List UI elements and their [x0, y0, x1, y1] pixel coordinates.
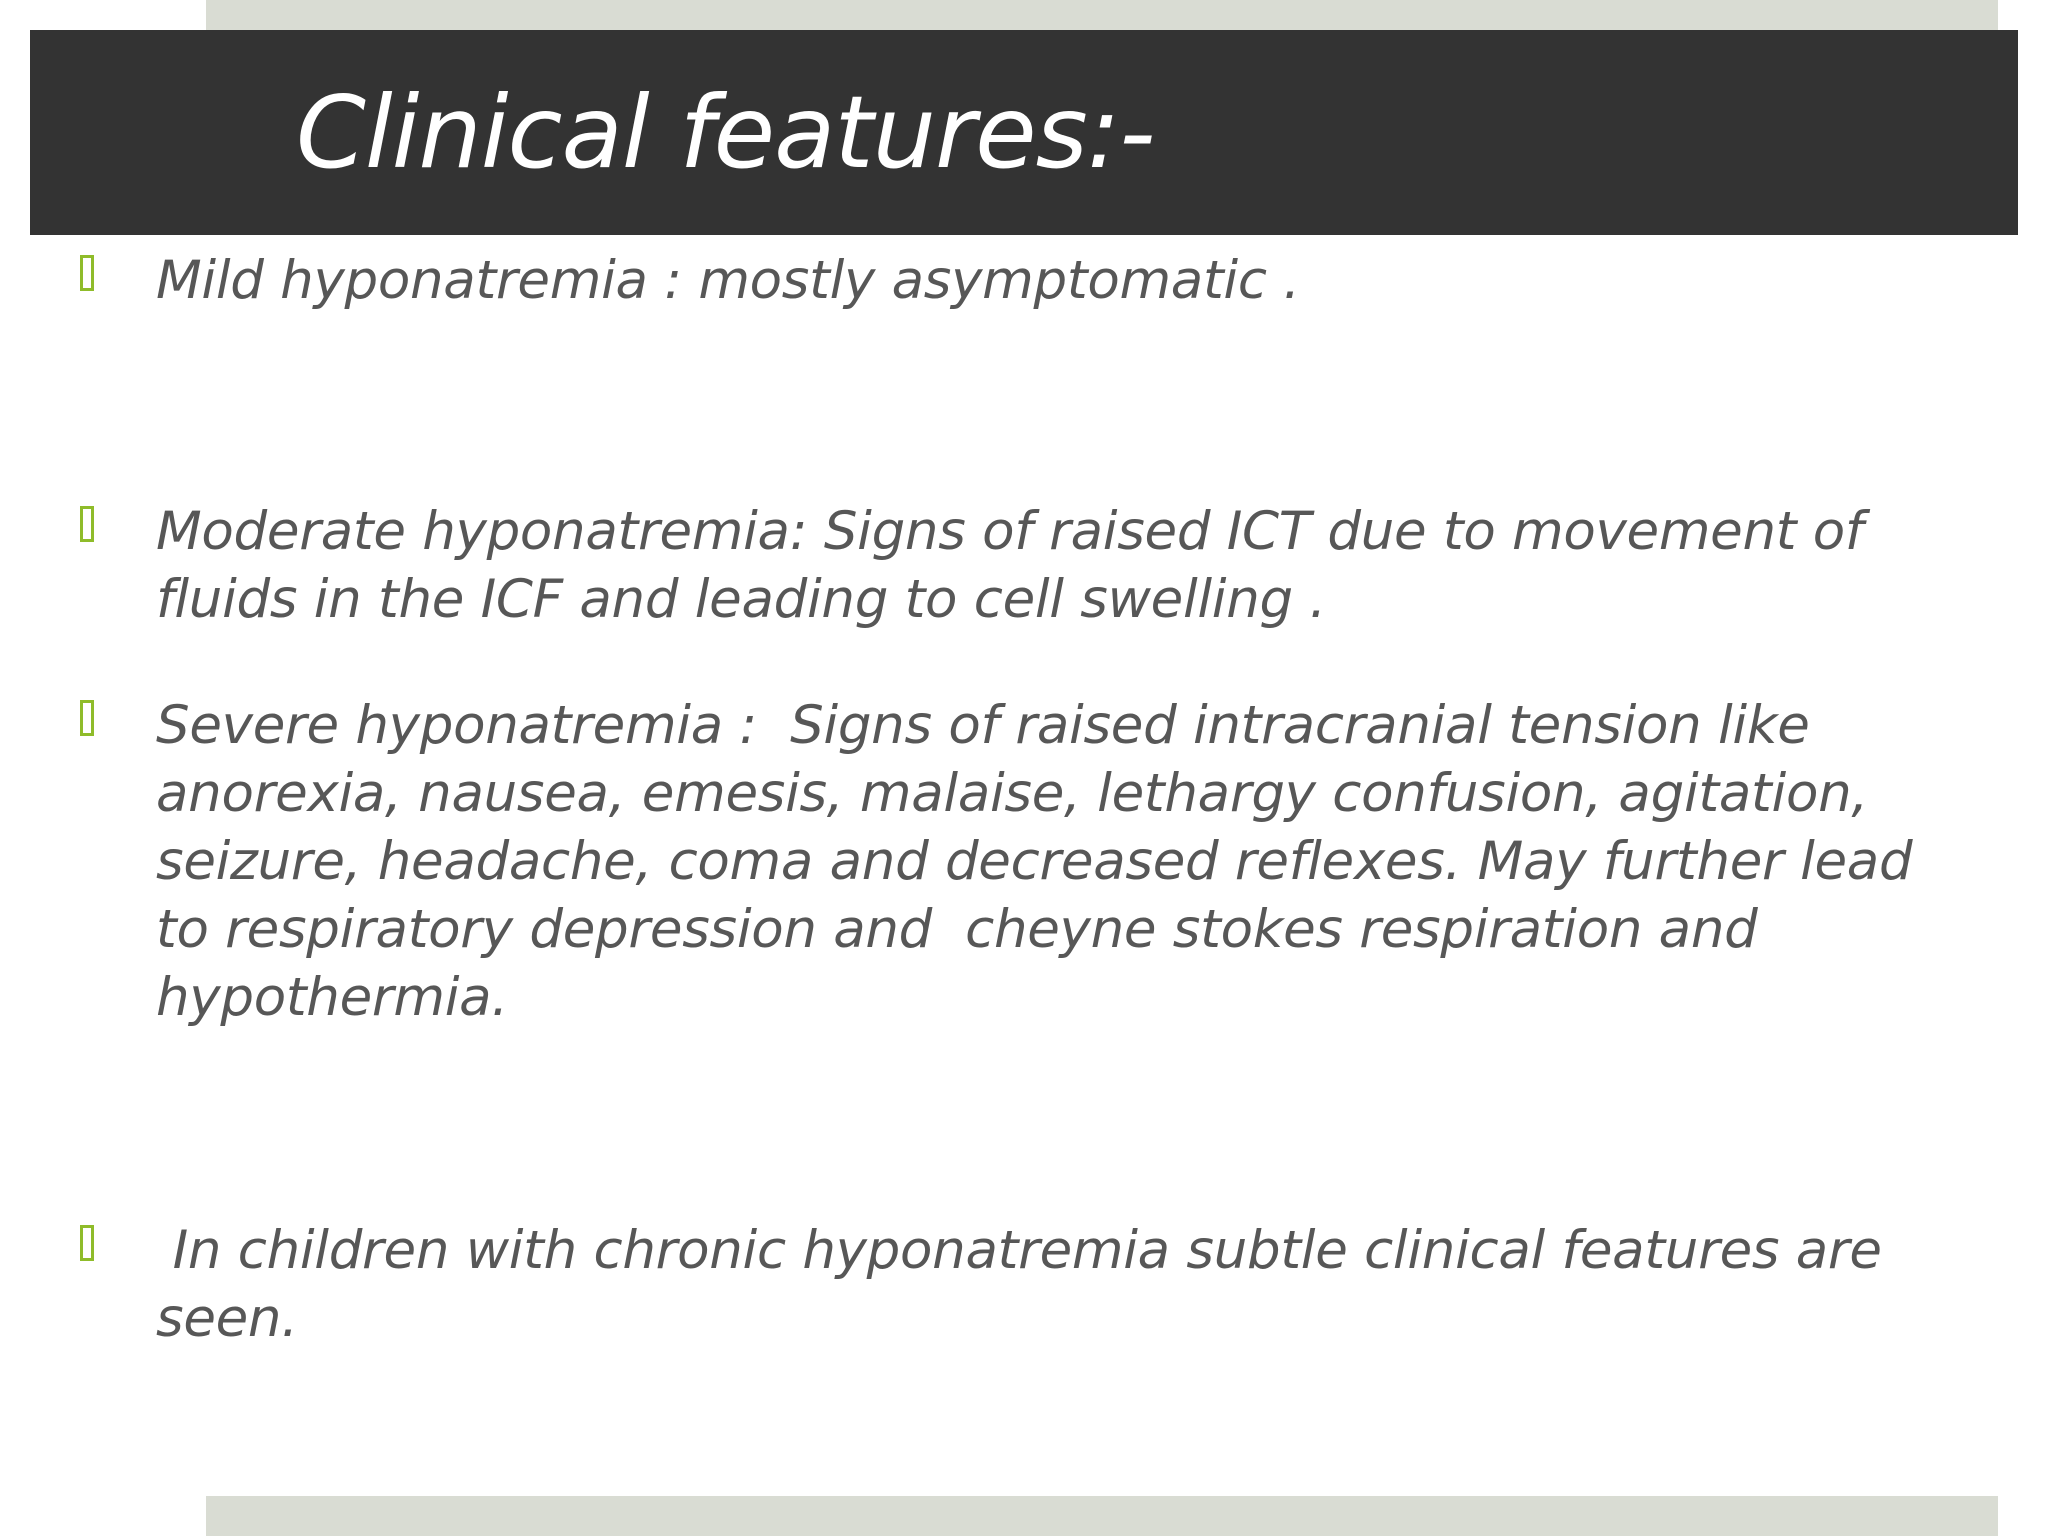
bottom-accent-band [206, 1496, 1998, 1536]
bullet-text: Severe hyponatremia : Signs of raised intracranial tension like anorexia, nausea, emesis, malaise, lethargy confusion, agitation, seizure, headache, coma and decreased reflexes. May further lead to respiratory depression and cheyne stokes respiration and hypothermia. [156, 695, 1929, 1028]
square-bullet-icon [80, 255, 94, 291]
top-accent-band [206, 0, 1998, 30]
bullet-text: Moderate hyponatremia: Signs of raised ICT due to movement of fluids in the ICF and leading to cell swelling . [156, 501, 1880, 630]
bullet-text: In children with chronic hyponatremia subtle clinical features are seen. [156, 1220, 1899, 1349]
square-bullet-icon [80, 1225, 94, 1261]
bullet-text: Mild hyponatremia : mostly asymptomatic . [156, 250, 1300, 311]
slide-title: Clinical features:- [296, 74, 1155, 191]
square-bullet-icon [80, 700, 94, 736]
square-bullet-icon [80, 506, 94, 542]
